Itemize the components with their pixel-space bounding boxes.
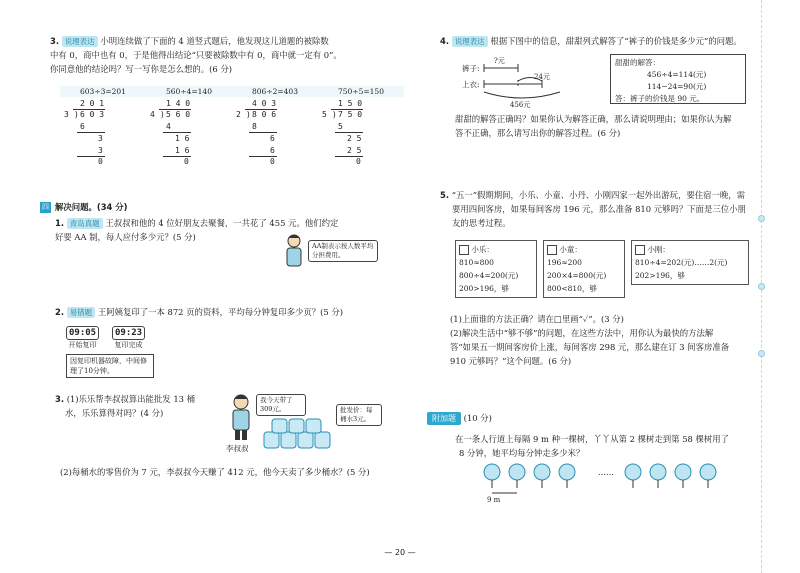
start-clock: 09:05 开始复印 [66, 326, 99, 350]
water-barrels-illustration [262, 418, 334, 450]
ellipsis: …… [598, 468, 614, 477]
long-division: 4 0 3 2 ) 8 0 6 8 6 6 0 [236, 99, 277, 166]
bonus-question: 在一条人行道上每隔 9 m 种一棵树，丫丫从第 2 棵树走到第 58 棵树用了 8 分钟，她平均每分钟走多少米？ [455, 434, 730, 458]
person-label: 李叔叔 [226, 444, 249, 453]
xiaotong-method: 小童： 196≈200 200×4=800(元) 800<810，够 [543, 240, 625, 298]
tag-source: 青岛真题 [67, 218, 103, 229]
equation-strip [60, 86, 404, 173]
speech-bubble: 我今天带了309元。 [256, 394, 306, 416]
question-3-left: 3. 说理表达 小明连续做了下面的 4 道竖式题后，他发现这儿道题的被除数 中有 0，商中也有 0，于是他得出结论“只要被除数中有 0，商中就一定有 0”。 你同意他的结论吗？写一写你是怎么想的。(6 分) [50, 36, 342, 74]
equation-cell: 750÷5=150 1 5 0 5 ) 7 5 0 5 2 5 2 5 0 [318, 86, 404, 173]
binding-dot [758, 283, 765, 290]
xiaogang-method: 小刚： 810÷4=202(元)……2(元) 202>196，够 [631, 240, 749, 285]
answer-checkbox[interactable] [459, 245, 469, 255]
end-clock: 09:23 复印完成 [112, 326, 145, 350]
bonus-heading: 附加题 (10 分) [427, 412, 492, 425]
page-number: — 20 — [384, 548, 416, 557]
repair-note: 因复印机器故障，中间修理了10分钟。 [66, 354, 154, 378]
answer-checkbox[interactable] [635, 245, 645, 255]
segment-diagram [462, 54, 610, 112]
tag-reasoning: 说理表达 [452, 36, 488, 47]
equation-cell: 806÷2=403 4 0 3 2 ) 8 0 6 8 6 6 0 [232, 86, 318, 173]
problem-2: 2. 易错题 王阿姨复印了一本 872 页的资料，平均每分钟复印多少页？(5 分) [55, 307, 344, 317]
person-illustration [282, 233, 306, 269]
long-division: 2 0 1 3 ) 6 0 3 6 3 3 0 [64, 99, 105, 166]
price-sign: 批发价：每桶水3元。 [336, 404, 382, 426]
equation-cell: 560÷4=140 1 4 0 4 ) 5 6 0 4 1 6 1 6 0 [146, 86, 232, 173]
section-title: 解决问题。(34 分) [55, 202, 128, 212]
question-4-followup: 甜甜的解答正确吗？如果你认为解答正确，那么请说明理由；如果你认为解 答不正确，那么请写出你的解答过程。(6 分) [455, 114, 732, 138]
xiaole-method: 小乐： 810≈800 800÷4=200(元) 200>196，够 [455, 240, 537, 298]
question-4: 4. 说理表达 根据下图中的信息，甜甜列式解答了“裤子的价钱是多少元”的问题。 [440, 36, 742, 46]
li-shushu-illustration [226, 393, 256, 441]
tiantian-solution: 甜甜的解答： 456÷4=114(元) 114−24=90(元) 答：裤子的价钱是 90 元。 [610, 54, 746, 104]
tag-tricky: 易错题 [67, 307, 96, 318]
tag-reasoning: 说理表达 [62, 36, 98, 47]
section-heading [40, 201, 127, 213]
problem-3-part-2: (2)每桶水的零售价为 7 元，李叔叔今天赚了 412 元，他今天卖了多少桶水？(5 分) [60, 467, 370, 477]
question-5-subparts: (1)上面谁的方法正确？请在□里画“✓”。(3 分) (2)解决生活中“够不够”的问题，在这些方法中，用你认为最快的方法解 答“如果五一期间客房价上涨，每间客房 298 元，那么建在订 3 间客房准备 910 元够吗？”这个问题。(6 分) [450, 314, 730, 366]
section-number-icon: 四 [42, 202, 49, 211]
answer-checkbox[interactable] [547, 245, 557, 255]
long-division: 1 4 0 4 ) 5 6 0 4 1 6 1 6 0 [150, 99, 191, 166]
problem-3: 3. (1)乐乐帮李叔叔算出能批发 13 桶 水，乐乐算得对吗？(4 分) [55, 394, 196, 418]
distance-label: 9 m [487, 496, 501, 504]
workbook-page: 3. 说理表达 小明连续做了下面的 4 道竖式题后，他发现这儿道题的被除数 中有 0，商中也有 0，于是他得出结论“只要被除数中有 0，商中就一定有 0”。 你同意他的结论吗？写一写你是怎么想的。(6 分) 603÷3=201 2 0 1 3 ) 6 0 3 6 3 3 0 560÷4=140 1 4 0 4 ) 5 6 0 4 1 6 1 6 0 806÷2=403 4 0 3 2 ) 8 0 6 8 6 6 0 750÷5=150 1 5 0 5 ) 7 5 0 5 2 5 2 5 0 四 解决问题。(34 分) 1. 青岛真题 王叔叔和他的 4 位好朋友去聚餐，一共花了 455 元。他们约定 好要 AA 制，每人应付多少元？(5 分) AA制表示按人数平均分担费用。 2. 易错题 王阿姨复印了一本 872 页的资料，平均每分钟复印多少页？(5 分) 09:05 开始复印 09:23 复印完成 因复印机器故障，中间修理了10分钟。 3. (1)乐乐帮李叔叔算出能批发 13 桶 水，乐乐算得对吗？(4 分) 我今天带了309元。 李叔叔 批发价：每桶水3元。 (2)每桶水的零售价为 7 元，李叔叔今天赚了 412 元，他今天卖了多少桶水？(5 分) — 20 — 4. 说理表达 根据下图中的信息，甜甜列式解答了“裤子的价钱是多少元”的问题。 裤子: 上衣: ?元 24元 456元 甜甜的解答： 456÷4=114(元) 114−24=90(元) 答：裤子的价钱是 90 元。 甜甜的解答正确吗？如果你认为解答正确，那么请说明理由；如果你认为解 答不正确，那么请写出你的解答过程。(6 分) 5. “五一”假期期间，小乐、小童、小丹、小刚四家一起外出游玩，要住宿一晚，需 要用四间客房，如果每间客房 196 元，那么准备 810 元够吗？下面是三位小朋 友的思考过程。 小乐： 810≈800 800÷4=200(元) 200>196，够 小童： 196≈200 200×4=800(元) 800<810，够 小刚： 810÷4=202(元)……2(元) 202>196，够 (1)上面谁的方法正确？请在□里画“✓”。(3 分) (2)解决生活中“够不够”的问题，在这些方法中，用你认为最快的方法解 答“如果五一期间客房价上涨，每间客房 298 元，那么建在订 3 间客房准备 910 元够吗？”这个问题。(6 分) 附加题 (10 分) 在一条人行道上每隔 9 m 种一棵树，丫丫从第 2 棵树走到第 58 棵树用了 8 分钟，她平均每分钟走多少米？ …… 9 m [0, 0, 800, 573]
problem-1: 1. 青岛真题 王叔叔和他的 4 位好朋友去聚餐，一共花了 455 元。他们约定 好要 AA 制，每人应付多少元？(5 分) [55, 218, 339, 242]
speech-bubble: AA制表示按人数平均分担费用。 [308, 240, 378, 262]
question-5: 5. “五一”假期期间，小乐、小童、小丹、小刚四家一起外出游玩，要住宿一晚，需 要用四间客房，如果每间客房 196 元，那么准备 810 元够吗？下面是三位小朋 友的思考过程。 [440, 190, 746, 228]
equation-cell: 603÷3=201 2 0 1 3 ) 6 0 3 6 3 3 0 [60, 86, 146, 173]
long-division: 1 5 0 5 ) 7 5 0 5 2 5 2 5 0 [322, 99, 363, 166]
